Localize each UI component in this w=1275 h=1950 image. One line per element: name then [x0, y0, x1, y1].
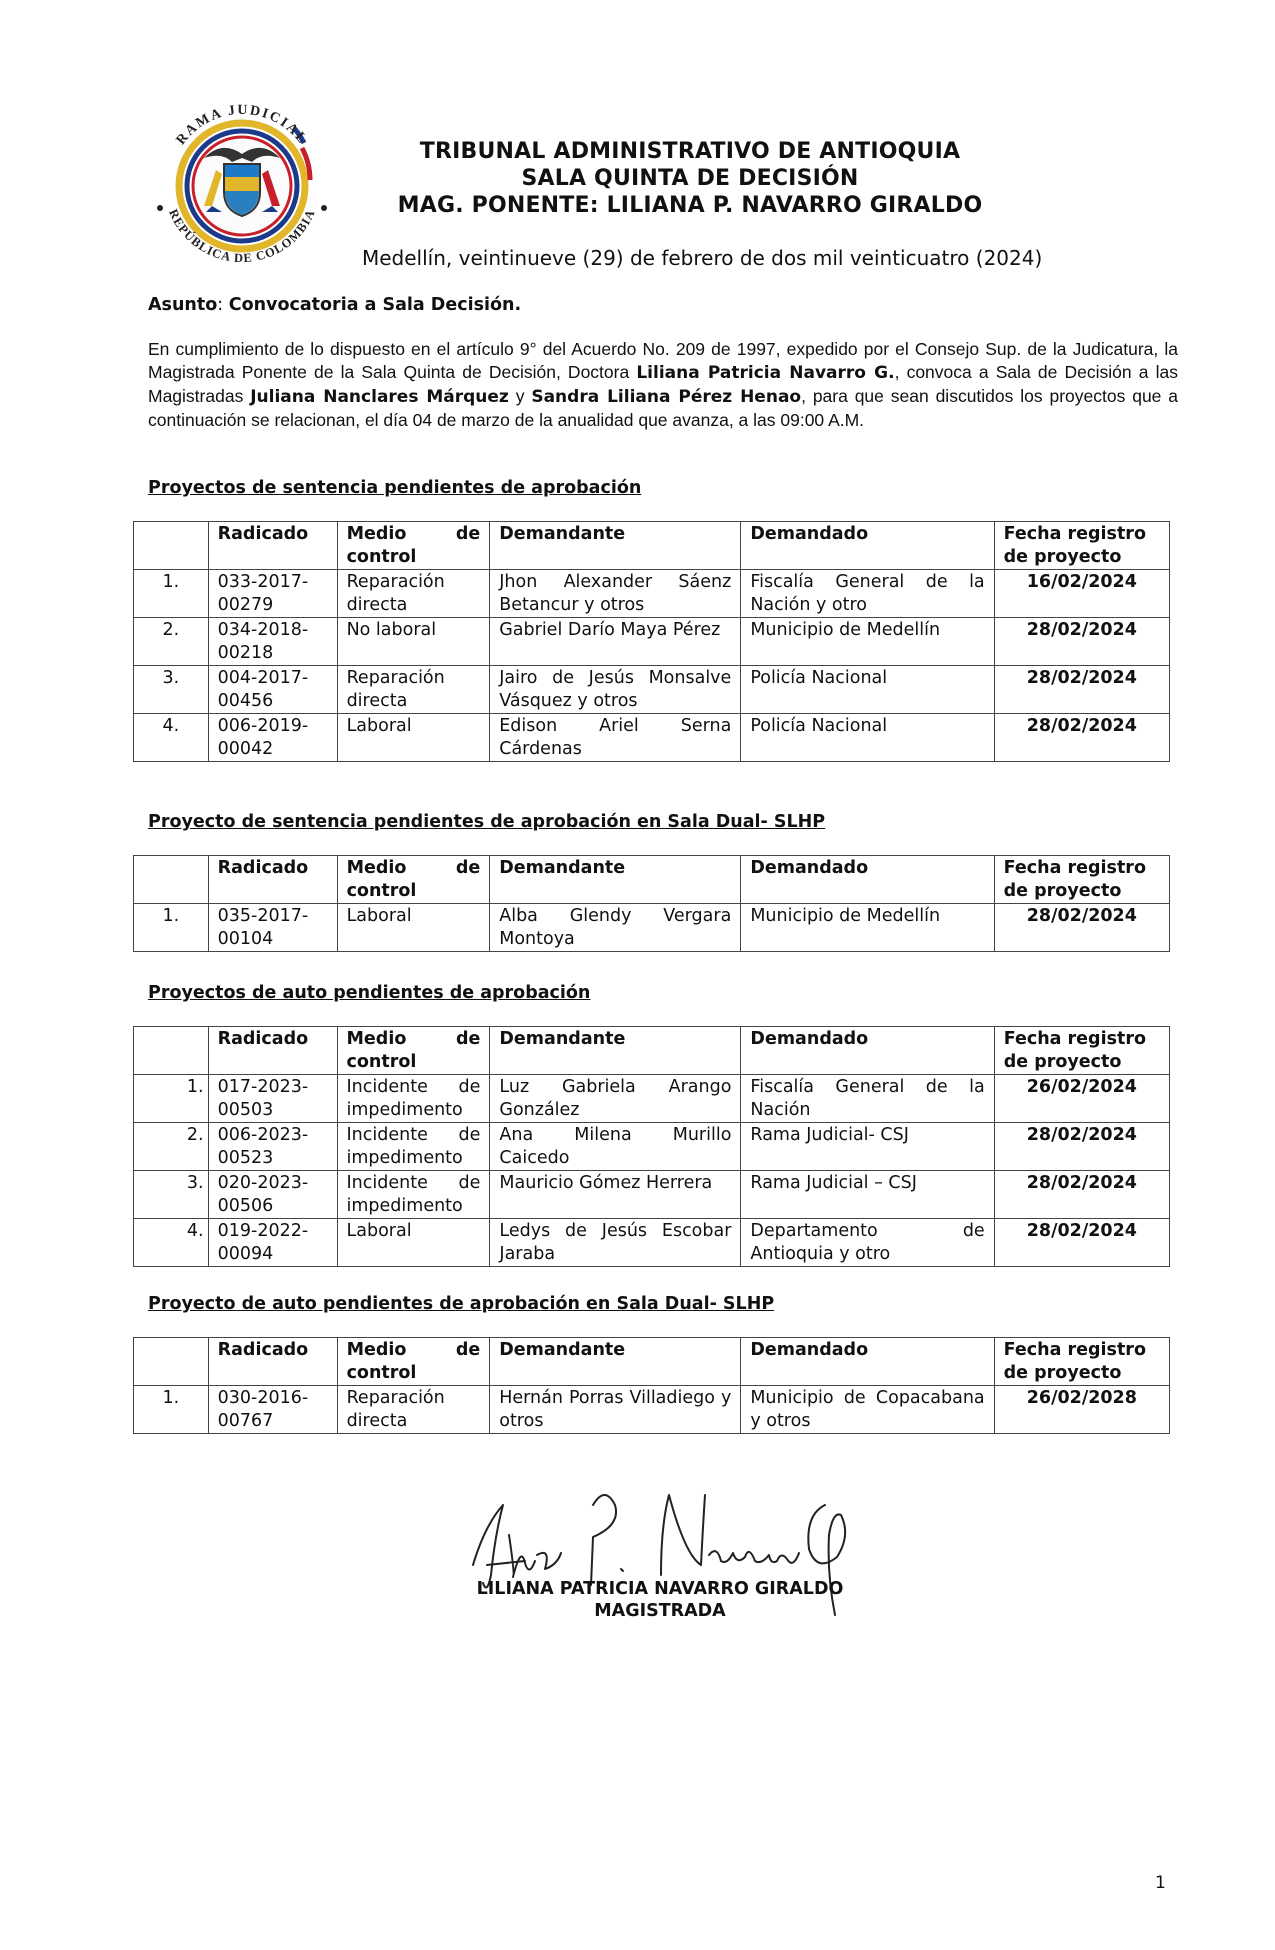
signer-name: LILIANA PATRICIA NAVARRO GIRALDO: [476, 1579, 844, 1599]
header-cell-fecha: Fecha registro de proyecto: [994, 856, 1169, 904]
header-cell-medio: Medio de control: [337, 1338, 490, 1386]
table-row: [134, 666, 1170, 714]
section-title: Proyectos de sentencia pendientes de aprobación: [148, 478, 642, 498]
table-header-row: [134, 1338, 1170, 1386]
cell-fecha-registro: 28/02/2024: [994, 714, 1169, 762]
cell-radicado: 004-2017-00456: [208, 666, 337, 714]
projects-table: [133, 521, 1170, 762]
cell-medio-de-control: Reparación directa: [337, 570, 490, 618]
table-row: [134, 1386, 1170, 1434]
intro-text-4: , para que sean discutidos los proyectos que a continuación se relacionan, el día 04 de marzo de la anualidad que avanza, a las 09:00 A.M.: [148, 386, 1179, 430]
header-cell-radicado: Radicado: [208, 1338, 337, 1386]
row-number: 1.: [134, 1075, 209, 1123]
header-cell-medio: Medio de control: [337, 522, 490, 570]
intro-text-3: y: [508, 386, 532, 406]
seal-arc-bottom: REPÚBLICA DE COLOMBIA: [166, 207, 318, 266]
row-number: 4.: [134, 1219, 209, 1267]
row-number: 1.: [134, 1386, 209, 1434]
header-chamber: SALA QUINTA DE DECISIÓN: [521, 166, 859, 191]
cell-radicado: 020-2023-00506: [208, 1171, 337, 1219]
cell-fecha-registro: 26/02/2024: [994, 1075, 1169, 1123]
table-header-row: [134, 856, 1170, 904]
cell-demandado: Fiscalía General de la Nación y otro: [741, 570, 994, 618]
cell-demandado: Municipio de Medellín: [741, 618, 994, 666]
cell-medio-de-control: Reparación directa: [337, 1386, 490, 1434]
header-cell-demandante: Demandante: [490, 1338, 741, 1386]
cell-demandante: Jhon Alexander Sáenz Betancur y otros: [490, 570, 741, 618]
header-cell-number: [134, 1027, 209, 1075]
cell-medio-de-control: Laboral: [337, 1219, 490, 1267]
row-number: 2.: [134, 1123, 209, 1171]
row-number: 4.: [134, 714, 209, 762]
intro-bold-ponente: Liliana Patricia Navarro G.: [636, 363, 895, 383]
cell-demandado: Rama Judicial- CSJ: [741, 1123, 994, 1171]
header-cell-demandado: Demandado: [741, 856, 994, 904]
row-number: 2.: [134, 618, 209, 666]
cell-radicado: 006-2023-00523: [208, 1123, 337, 1171]
header-cell-demandado: Demandado: [741, 522, 994, 570]
cell-demandante: Alba Glendy Vergara Montoya: [490, 904, 741, 952]
cell-medio-de-control: Incidente de impedimento: [337, 1123, 490, 1171]
cell-demandante: Luz Gabriela Arango González: [490, 1075, 741, 1123]
table-row: [134, 1075, 1170, 1123]
cell-demandante: Jairo de Jesús Monsalve Vásquez y otros: [490, 666, 741, 714]
table-header-row: [134, 1027, 1170, 1075]
cell-fecha-registro: 16/02/2024: [994, 570, 1169, 618]
cell-demandante: Edison Ariel Serna Cárdenas: [490, 714, 741, 762]
cell-demandante: Gabriel Darío Maya Pérez: [490, 618, 741, 666]
cell-medio-de-control: Incidente de impedimento: [337, 1171, 490, 1219]
cell-radicado: 033-2017-00279: [208, 570, 337, 618]
header-cell-fecha: Fecha registro de proyecto: [994, 522, 1169, 570]
intro-text-2: , convoca a Sala de Decisión a las Magistradas: [148, 362, 1178, 406]
cell-demandante: Mauricio Gómez Herrera: [490, 1171, 741, 1219]
cell-radicado: 006-2019-00042: [208, 714, 337, 762]
cell-fecha-registro: 28/02/2024: [994, 1123, 1169, 1171]
cell-demandado: Policía Nacional: [741, 714, 994, 762]
table-row: [134, 714, 1170, 762]
cell-radicado: 017-2023-00503: [208, 1075, 337, 1123]
section-title: Proyecto de auto pendientes de aprobación en Sala Dual- SLHP: [148, 1294, 775, 1314]
row-number: 1.: [134, 570, 209, 618]
header-cell-radicado: Radicado: [208, 1027, 337, 1075]
asunto-value: Convocatoria a Sala Decisión.: [228, 295, 522, 315]
cell-demandado: Departamento de Antioquia y otro: [741, 1219, 994, 1267]
cell-demandante: Ledys de Jesús Escobar Jaraba: [490, 1219, 741, 1267]
cell-fecha-registro: 28/02/2024: [994, 666, 1169, 714]
cell-medio-de-control: Laboral: [337, 904, 490, 952]
asunto-line: [148, 295, 521, 315]
section-title: Proyecto de sentencia pendientes de aprobación en Sala Dual- SLHP: [148, 812, 826, 832]
table-row: [134, 618, 1170, 666]
header-cell-medio: Medio de control: [337, 856, 490, 904]
table-row: [134, 904, 1170, 952]
cell-fecha-registro: 28/02/2024: [994, 618, 1169, 666]
cell-medio-de-control: Incidente de impedimento: [337, 1075, 490, 1123]
cell-medio-de-control: Reparación directa: [337, 666, 490, 714]
row-number: 3.: [134, 666, 209, 714]
header-cell-number: [134, 1338, 209, 1386]
header-cell-demandado: Demandado: [741, 1027, 994, 1075]
cell-demandante: Ana Milena Murillo Caicedo: [490, 1123, 741, 1171]
intro-text-1: En cumplimiento de lo dispuesto en el artículo 9° del Acuerdo No. 209 de 1997, expedido por el Consejo Sup. de la Judicatura, la Magistrada Ponente de la Sala Quinta de Decisión, Doctora: [148, 339, 1178, 382]
cell-demandado: Policía Nacional: [741, 666, 994, 714]
header-cell-radicado: Radicado: [208, 856, 337, 904]
signature-block: [400, 1578, 920, 1622]
header-cell-radicado: Radicado: [208, 522, 337, 570]
header-cell-fecha: Fecha registro de proyecto: [994, 1027, 1169, 1075]
signer-role: MAGISTRADA: [594, 1601, 726, 1621]
header-cell-fecha: Fecha registro de proyecto: [994, 1338, 1169, 1386]
intro-bold-magistrada-2: Sandra Liliana Pérez Henao: [531, 387, 802, 407]
cell-demandante: Hernán Porras Villadiego y otros: [490, 1386, 741, 1434]
row-number: 3.: [134, 1171, 209, 1219]
projects-table: [133, 1026, 1170, 1267]
header-cell-number: [134, 856, 209, 904]
cell-demandado: Fiscalía General de la Nación: [741, 1075, 994, 1123]
header-cell-demandante: Demandante: [490, 1027, 741, 1075]
page-number: 1: [1155, 1873, 1166, 1893]
cell-demandado: Municipio de Medellín: [741, 904, 994, 952]
asunto-separator: :: [217, 295, 229, 315]
cell-fecha-registro: 28/02/2024: [994, 1171, 1169, 1219]
header-court: TRIBUNAL ADMINISTRATIVO DE ANTIOQUIA: [419, 139, 961, 164]
row-number: 1.: [134, 904, 209, 952]
cell-medio-de-control: Laboral: [337, 714, 490, 762]
dateline: Medellín, veintinueve (29) de febrero de dos mil veinticuatro (2024): [362, 246, 1043, 270]
projects-table: [133, 855, 1170, 952]
rama-judicial-seal-icon: [142, 88, 342, 278]
header-cell-demandante: Demandante: [490, 856, 741, 904]
cell-fecha-registro: 28/02/2024: [994, 1219, 1169, 1267]
table-row: [134, 1219, 1170, 1267]
section-title: Proyectos de auto pendientes de aprobación: [148, 983, 591, 1003]
intro-paragraph: [148, 338, 1178, 432]
cell-fecha-registro: 28/02/2024: [994, 904, 1169, 952]
projects-table: [133, 1337, 1170, 1434]
table-header-row: [134, 522, 1170, 570]
table-row: [134, 1123, 1170, 1171]
cell-radicado: 019-2022-00094: [208, 1219, 337, 1267]
cell-radicado: 035-2017-00104: [208, 904, 337, 952]
header-magistrate: MAG. PONENTE: LILIANA P. NAVARRO GIRALDO: [397, 193, 983, 218]
cell-demandado: Rama Judicial – CSJ: [741, 1171, 994, 1219]
table-row: [134, 570, 1170, 618]
cell-demandado: Municipio de Copacabana y otros: [741, 1386, 994, 1434]
cell-radicado: 034-2018-00218: [208, 618, 337, 666]
header-cell-demandado: Demandado: [741, 1338, 994, 1386]
cell-medio-de-control: No laboral: [337, 618, 490, 666]
header-cell-demandante: Demandante: [490, 522, 741, 570]
asunto-label: Asunto: [148, 295, 218, 315]
header-cell-number: [134, 522, 209, 570]
cell-fecha-registro: 26/02/2028: [994, 1386, 1169, 1434]
header-cell-medio: Medio de control: [337, 1027, 490, 1075]
intro-bold-magistrada-1: Juliana Nanclares Márquez: [250, 387, 509, 407]
document-header: [340, 138, 1040, 219]
cell-radicado: 030-2016-00767: [208, 1386, 337, 1434]
seal-arc-top: RAMA JUDICIAL: [173, 102, 311, 148]
table-row: [134, 1171, 1170, 1219]
